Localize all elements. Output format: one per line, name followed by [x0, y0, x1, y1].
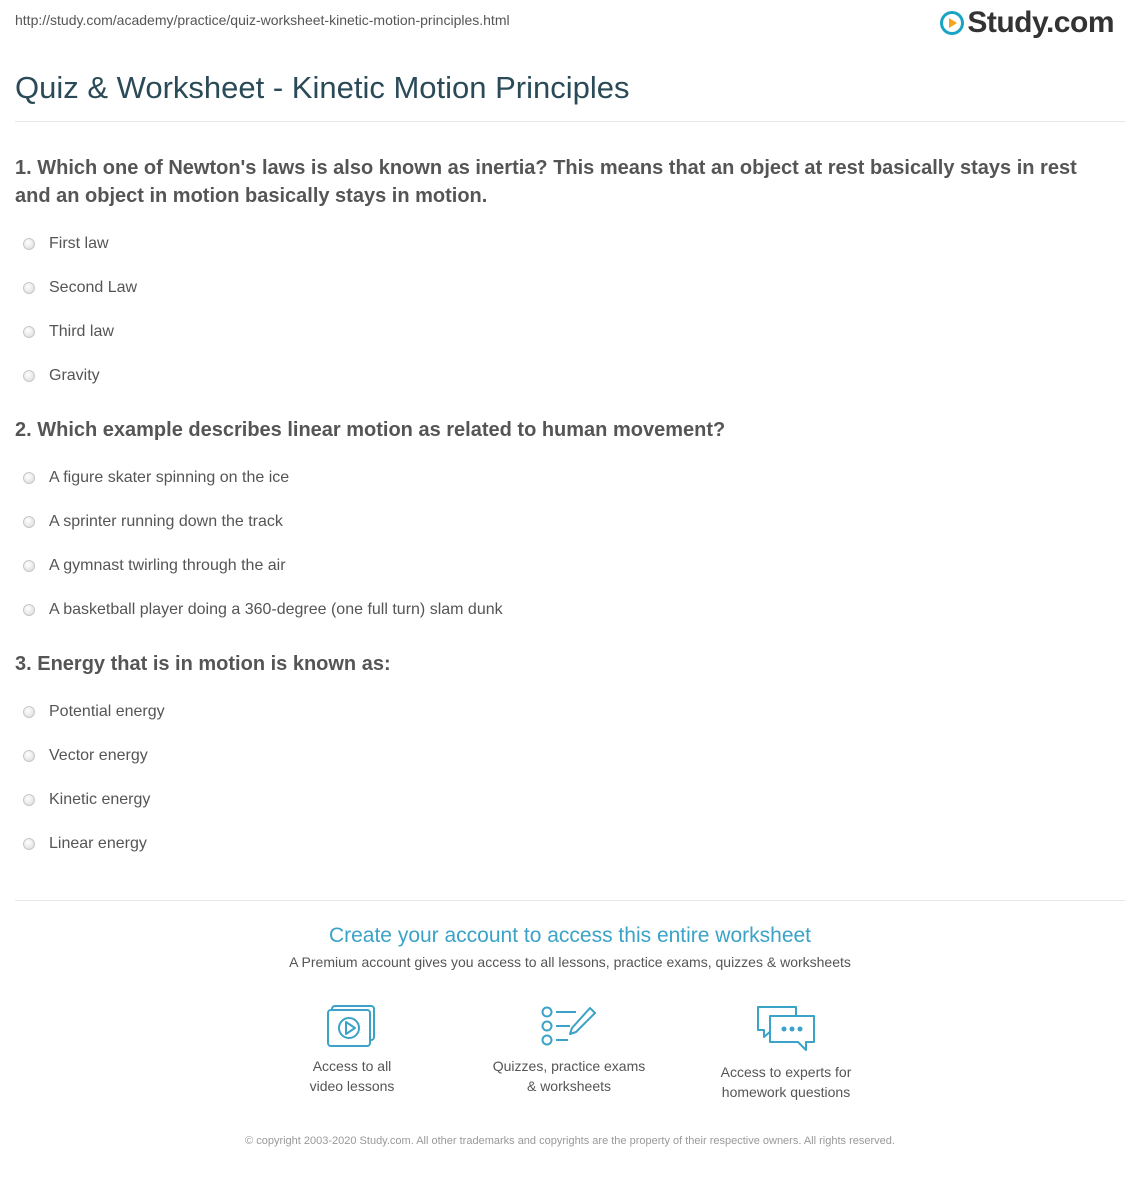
- title-divider: [15, 121, 1125, 122]
- feature-video-lessons: [252, 1004, 452, 1096]
- logo-play-icon: [939, 10, 965, 36]
- radio-button[interactable]: [23, 282, 35, 294]
- question-2: [15, 416, 1115, 632]
- answer-label: Kinetic energy: [49, 791, 151, 808]
- answer-option[interactable]: [23, 544, 1115, 588]
- radio-button[interactable]: [23, 604, 35, 616]
- answer-option[interactable]: [23, 734, 1115, 778]
- quiz-section: [15, 154, 1115, 884]
- cta-title-link[interactable]: Create your account to access this entire worksheet: [328, 924, 812, 947]
- answer-options: [15, 456, 1115, 632]
- answer-options: [15, 222, 1115, 398]
- answer-label: Gravity: [49, 367, 100, 384]
- answer-option[interactable]: [23, 354, 1115, 398]
- video-lesson-icon: [326, 1004, 378, 1048]
- answer-option[interactable]: [23, 500, 1115, 544]
- answer-label: A gymnast twirling through the air: [49, 557, 286, 574]
- radio-button[interactable]: [23, 560, 35, 572]
- page-url: http://study.com/academy/practice/quiz-worksheet-kinetic-motion-principles.html: [15, 12, 510, 28]
- answer-label: Second Law: [49, 279, 138, 296]
- answer-option[interactable]: [23, 822, 1115, 866]
- question-text: 2. Which example describes linear motion as related to human movement?: [15, 419, 726, 441]
- study-logo[interactable]: [939, 6, 1114, 40]
- answer-option[interactable]: [23, 222, 1115, 266]
- feature-quizzes: [469, 1004, 669, 1096]
- radio-button[interactable]: [23, 516, 35, 528]
- radio-button[interactable]: [23, 706, 35, 718]
- answer-option[interactable]: [23, 588, 1115, 632]
- chat-bubbles-icon: [754, 1004, 818, 1054]
- cta-section: [0, 924, 1140, 970]
- radio-button[interactable]: [23, 794, 35, 806]
- premium-features: [0, 1004, 1140, 1114]
- answer-label: Vector energy: [49, 747, 148, 764]
- feature-line-1: Access to experts for: [720, 1064, 852, 1080]
- feature-line-2: video lessons: [309, 1078, 395, 1094]
- feature-line-2: & worksheets: [526, 1078, 612, 1094]
- answer-option[interactable]: [23, 778, 1115, 822]
- question-text: 3. Energy that is in motion is known as:: [15, 653, 391, 675]
- page-title: Quiz & Worksheet - Kinetic Motion Principles: [15, 70, 630, 105]
- feature-line-1: Access to all: [312, 1058, 392, 1074]
- radio-button[interactable]: [23, 750, 35, 762]
- answer-options: [15, 690, 1115, 866]
- radio-button[interactable]: [23, 370, 35, 382]
- copyright-footer: © copyright 2003-2020 Study.com. All other trademarks and copyrights are the property of their respective owners. All rights reserved.: [245, 1135, 895, 1147]
- feature-line-2: homework questions: [721, 1084, 851, 1100]
- quiz-checklist-icon: [540, 1004, 598, 1048]
- answer-label: First law: [49, 235, 109, 252]
- cta-divider: [15, 900, 1125, 901]
- answer-label: Third law: [49, 323, 114, 340]
- feature-experts: [686, 1004, 886, 1102]
- answer-label: Potential energy: [49, 703, 165, 720]
- radio-button[interactable]: [23, 472, 35, 484]
- radio-button[interactable]: [23, 238, 35, 250]
- question-1: [15, 154, 1115, 398]
- feature-line-1: Quizzes, practice exams: [492, 1058, 646, 1074]
- logo-text: Study.com: [967, 6, 1114, 39]
- question-3: [15, 650, 1115, 866]
- question-text: 1. Which one of Newton's laws is also known as inertia? This means that an object at rest basically stays in rest and an object in motion basically stays in motion.: [15, 157, 1077, 207]
- answer-option[interactable]: [23, 690, 1115, 734]
- answer-option[interactable]: [23, 310, 1115, 354]
- answer-option[interactable]: [23, 456, 1115, 500]
- radio-button[interactable]: [23, 326, 35, 338]
- answer-label: A basketball player doing a 360-degree (one full turn) slam dunk: [49, 601, 503, 618]
- radio-button[interactable]: [23, 838, 35, 850]
- answer-label: A sprinter running down the track: [49, 513, 283, 530]
- answer-option[interactable]: [23, 266, 1115, 310]
- answer-label: Linear energy: [49, 835, 147, 852]
- answer-label: A figure skater spinning on the ice: [49, 469, 290, 486]
- cta-subtitle: A Premium account gives you access to all lessons, practice exams, quizzes & worksheets: [289, 954, 851, 970]
